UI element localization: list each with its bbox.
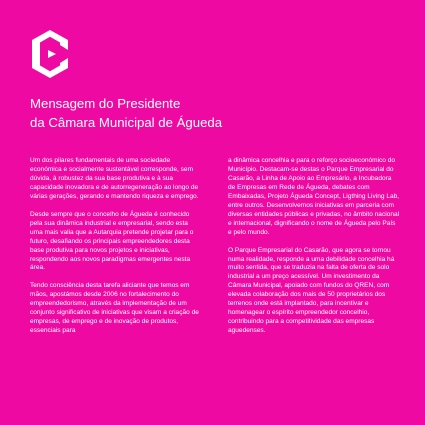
paragraph: O Parque Empresarial do Casarão, que agora se tornou numa realidade, responde a uma debilidade concelhia há muito sentida, que se traduzia na falta de oferta de solo industrial a um preço acessível. Um investimento da Câmara Municipal, apoiado com fundos do QREN, com elevada colaboração dos mais de 50 proprietários dos terrenos onde está implantado, para incentivar e homenagear o espírito empreendedor concelhio, contribuindo para a competitividade das empresas aguedenses. [228,246,395,335]
title-line-1: Mensagem do Presidente [30,96,181,111]
stylized-c-logo-icon [30,28,70,80]
paragraph: Desde sempre que o concelho de Águeda é conhecido pela sua dinâmica industrial e empresarial, sendo esta uma mais valia que a Autarquia pretende projetar para o futuro, desafiando os principais empreendedores desta base produtiva para novos projetos e iniciativas, respondendo aos novos paradigmas emergentes nesta área. [30,210,194,272]
body-columns [30,157,400,345]
paragraph: Tendo consciência desta tarefa aliciante que temos em mãos, apostámos desde 2006 no fortalecimento do empreendedorismo, através da implementação de um conjunto significativo de iniciativas que visam a criação de empresas, de emprego e de inovação de produtos, essenciais para [30,282,199,335]
title-line-2: da Câmara Municipal de Águeda [30,115,223,130]
right-column [228,157,400,345]
paragraph: Um dos pilares fundamentais de uma sociedade económica e socialmente sustentável corresponde, sem dúvida, à robustez da sua base produtiva e à sua capacidade inovadora e de autorregeneração ao longo de várias gerações, gerando e mantendo riqueza e emprego. [30,157,199,200]
paragraph: a dinâmica concelhia e para o reforço socioeconómico do Município. Destacam-se destas o Parque Empresarial do Casarão, a Linha de Apoio ao Empresário, a Incubadora de Empresas em Rede de Águeda, debates com Embaixadas, Projeto Águeda Concept, Ligthing Living Lab, entre outros. Desenvolvemos iniciativas em parceria com diversas entidades públicas e privadas, no âmbito nacional e internacional, dignificando o nome de Águeda pelo País e pelo mundo. [228,157,400,236]
left-column [30,157,202,345]
page-title [30,94,222,132]
